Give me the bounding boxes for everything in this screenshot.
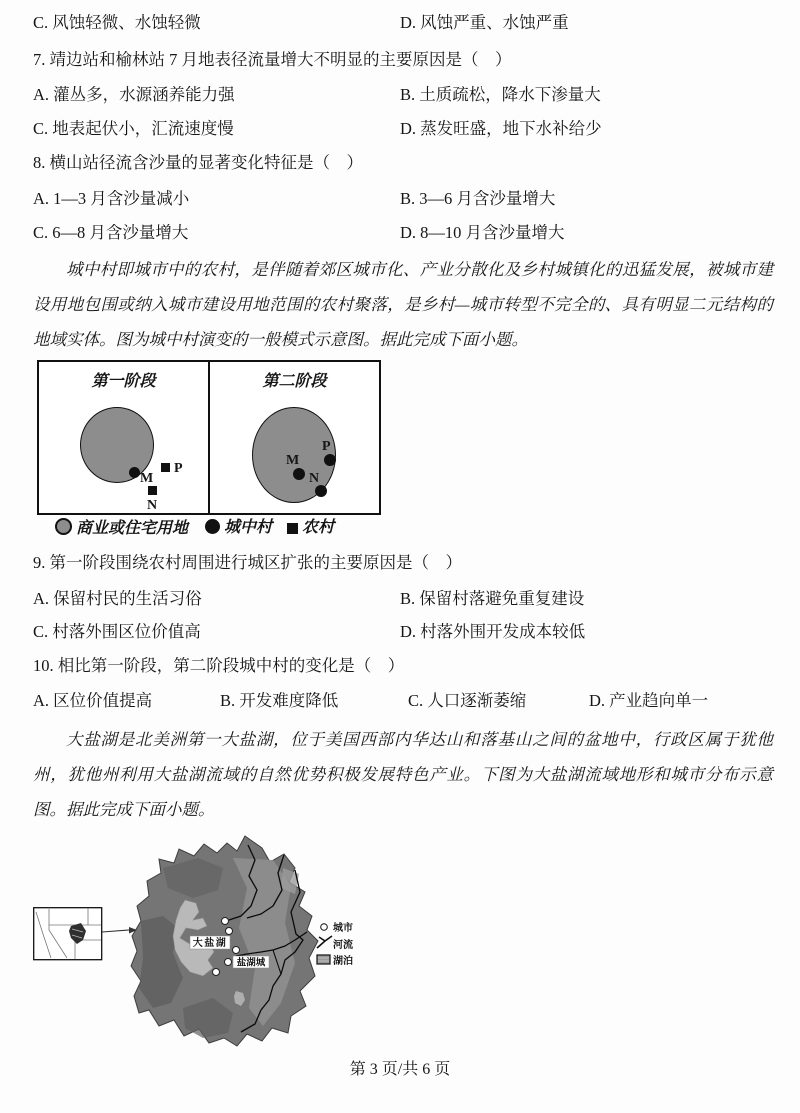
option-7a: A. 灌丛多，水源涵养能力强: [33, 85, 235, 104]
stage1-label-n: N: [147, 498, 158, 513]
option-10b: B. 开发难度降低: [220, 691, 339, 710]
city-dot: [222, 918, 229, 925]
option-9b: B. 保留村落避免重复建设: [400, 589, 585, 608]
passage-salt-lake: 大盐湖是北美洲第一大盐湖，位于美国西部内华达山和落基山之间的盆地中，行政区属于犹他州，犹他州利用大盐湖流域的自然优势积极发展特色产业。下图为大盐湖流域地形和城市分布示意图。据此完成下面小题。: [33, 730, 773, 819]
question10-stem: 10. 相比第一阶段，第二阶段城中村的变化是（ ）: [33, 656, 405, 675]
stage2-label-p: P: [322, 439, 331, 454]
option-7c: C. 地表起伏小，汇流速度慢: [33, 119, 234, 138]
rural-swatch-icon: [287, 523, 298, 534]
legend-urban-village-label: 城中村: [224, 519, 273, 536]
legend-rural-label: 农村: [302, 519, 335, 536]
legend-city-icon: [321, 924, 328, 931]
question8-stem: 8. 横山站径流含沙量的显著变化特征是（ ）: [33, 153, 363, 172]
commercial-swatch-icon: [55, 518, 72, 535]
legend-lake-label: 湖泊: [333, 956, 353, 967]
option-6c: C. 风蚀轻微、水蚀轻微: [33, 13, 201, 32]
option-10c: C. 人口逐渐萎缩: [408, 691, 527, 710]
page-number: 第 3 页/共 6 页: [349, 1061, 451, 1078]
figure1-legend-urban-village: [205, 518, 272, 538]
lake-label: 大盐湖: [192, 938, 228, 949]
option-10d: D. 产业趋向单一: [589, 691, 709, 710]
option-8c: C. 6—8 月含沙量增大: [33, 223, 189, 242]
stage2-label-n: N: [309, 471, 320, 486]
stage2-panel: [208, 360, 381, 515]
stage2-urban-village-p-dot: [324, 454, 336, 466]
inset-map-box: [34, 908, 102, 960]
question7-stem: 7. 靖边站和榆林站 7 月地表径流量增大不明显的主要原因是（ ）: [33, 50, 512, 69]
legend-commercial-label: 商业或住宅用地: [76, 520, 189, 537]
stage2-title: 第二阶段: [262, 373, 327, 390]
option-8a: A. 1—3 月含沙量减小: [33, 189, 190, 208]
figure1-legend-rural: [287, 518, 334, 538]
stage1-panel: [37, 360, 210, 515]
city-dot: [225, 959, 232, 966]
figure-salt-lake-map: [33, 828, 433, 1056]
option-7b: B. 土质疏松，降水下渗量大: [400, 85, 601, 104]
passage-urban-village: 城中村即城市中的农村，是伴随着郊区城市化、产业分散化及乡村城镇化的迅猛发展，被城市建设用地包围或纳入城市建设用地范围的农村聚落，是乡村—城市转型不完全的、具有明显二元结构的地域实体。图为城中村演变的一般模式示意图。据此完成下面小题。: [33, 260, 773, 349]
city-dot: [213, 969, 220, 976]
option-8d: D. 8—10 月含沙量增大: [400, 223, 565, 242]
stage2-urban-village-m-dot: [293, 468, 305, 480]
inset-arrow-line: [102, 930, 129, 932]
stage2-urban-village-n-dot: [315, 485, 327, 497]
city-dot: [233, 947, 240, 954]
stage1-label-m: M: [140, 471, 154, 486]
legend-city-label: 城市: [333, 923, 353, 934]
figure1-legend-commercial: [55, 518, 188, 539]
salt-lake-map-svg: [33, 828, 433, 1056]
question9-stem: 9. 第一阶段围绕农村周围进行城区扩张的主要原因是（ ）: [33, 553, 462, 572]
option-8b: B. 3—6 月含沙量增大: [400, 189, 556, 208]
legend-river-label: 河流: [333, 940, 353, 951]
option-7d: D. 蒸发旺盛，地下水补给少: [400, 119, 602, 138]
urban-village-swatch-icon: [205, 519, 220, 534]
stage1-label-p: P: [174, 461, 183, 476]
city-label: 盐湖城: [236, 958, 266, 969]
stage1-title: 第一阶段: [91, 373, 156, 390]
option-10a: A. 区位价值提高: [33, 691, 153, 710]
stage1-rural-p-square: [161, 463, 170, 472]
stage2-label-m: M: [286, 453, 300, 468]
stage1-rural-n-square: [148, 486, 157, 495]
city-dot: [226, 928, 233, 935]
figure-urban-village-stages: [37, 360, 381, 540]
legend-lake-icon: [317, 955, 330, 964]
legend-river-icon-branch: [319, 937, 325, 941]
option-9d: D. 村落外围开发成本较低: [400, 622, 586, 641]
stage1-urban-village-m-dot: [129, 467, 140, 478]
option-9c: C. 村落外围区位价值高: [33, 622, 201, 641]
option-9a: A. 保留村民的生活习俗: [33, 589, 202, 608]
option-6d: D. 风蚀严重、水蚀严重: [400, 13, 569, 32]
